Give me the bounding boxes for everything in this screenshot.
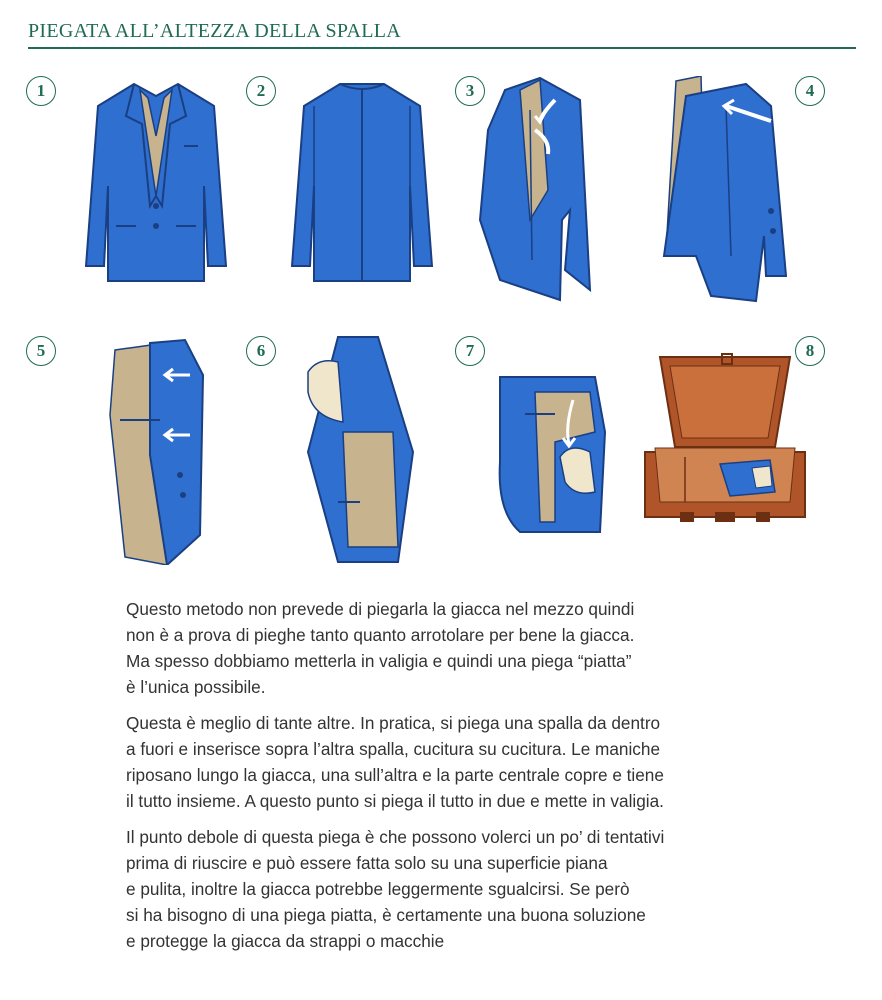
shoulder-tuck-icon bbox=[656, 76, 806, 306]
paragraph-1: Questo metodo non prevede di piegarla la giacca nel mezzo quindi non è a prova di pieghe tanto quanto arrotolare per bene la giacca. Ma spesso dobbiamo metterla in valigia e quindi una piega “piatta” è l’unica possibile. bbox=[126, 599, 635, 697]
paragraph-2: Questa è meglio di tante altre. In pratica, si piega una spalla da dentro a fuori e inserisce sopra l’altra spalla, cucitura su cucitura. Le maniche riposano lungo la giacca, una sull’altra e la parte centrale copre e tiene il tutto insieme. A questo punto si piega il tutto in due e mette in valigia. bbox=[126, 713, 664, 811]
step-number-8: 8 bbox=[795, 336, 825, 366]
jacket-back-icon bbox=[282, 76, 442, 296]
jacket-front-icon bbox=[76, 76, 236, 296]
folded-side-icon bbox=[298, 332, 418, 567]
step-number-2: 2 bbox=[246, 76, 276, 106]
sleeves-flat-icon bbox=[105, 335, 215, 565]
suitcase-icon bbox=[640, 352, 810, 532]
step-number-5: 5 bbox=[26, 336, 56, 366]
fold-in-half-icon bbox=[495, 372, 615, 537]
step-number-4: 4 bbox=[795, 76, 825, 106]
step-number-7: 7 bbox=[455, 336, 485, 366]
title-divider bbox=[28, 47, 856, 49]
shoulder-fold-icon bbox=[470, 70, 620, 310]
paragraph-3: Il punto debole di questa piega è che possono volerci un po’ di tentativi prima di riuscire e può essere fatta solo su una superficie piana e pulita, inoltre la giacca potrebbe leggermente sgualcirsi. Se però si ha bisogno di una piega piatta, è certamente una buona soluzione e protegge la giacca da strappi o macchie bbox=[126, 827, 665, 951]
step-number-3: 3 bbox=[455, 76, 485, 106]
step-number-1: 1 bbox=[26, 76, 56, 106]
step-number-6: 6 bbox=[246, 336, 276, 366]
body-text bbox=[126, 596, 826, 964]
page-title: PIEGATA ALL’ALTEZZA DELLA SPALLA bbox=[28, 20, 402, 42]
